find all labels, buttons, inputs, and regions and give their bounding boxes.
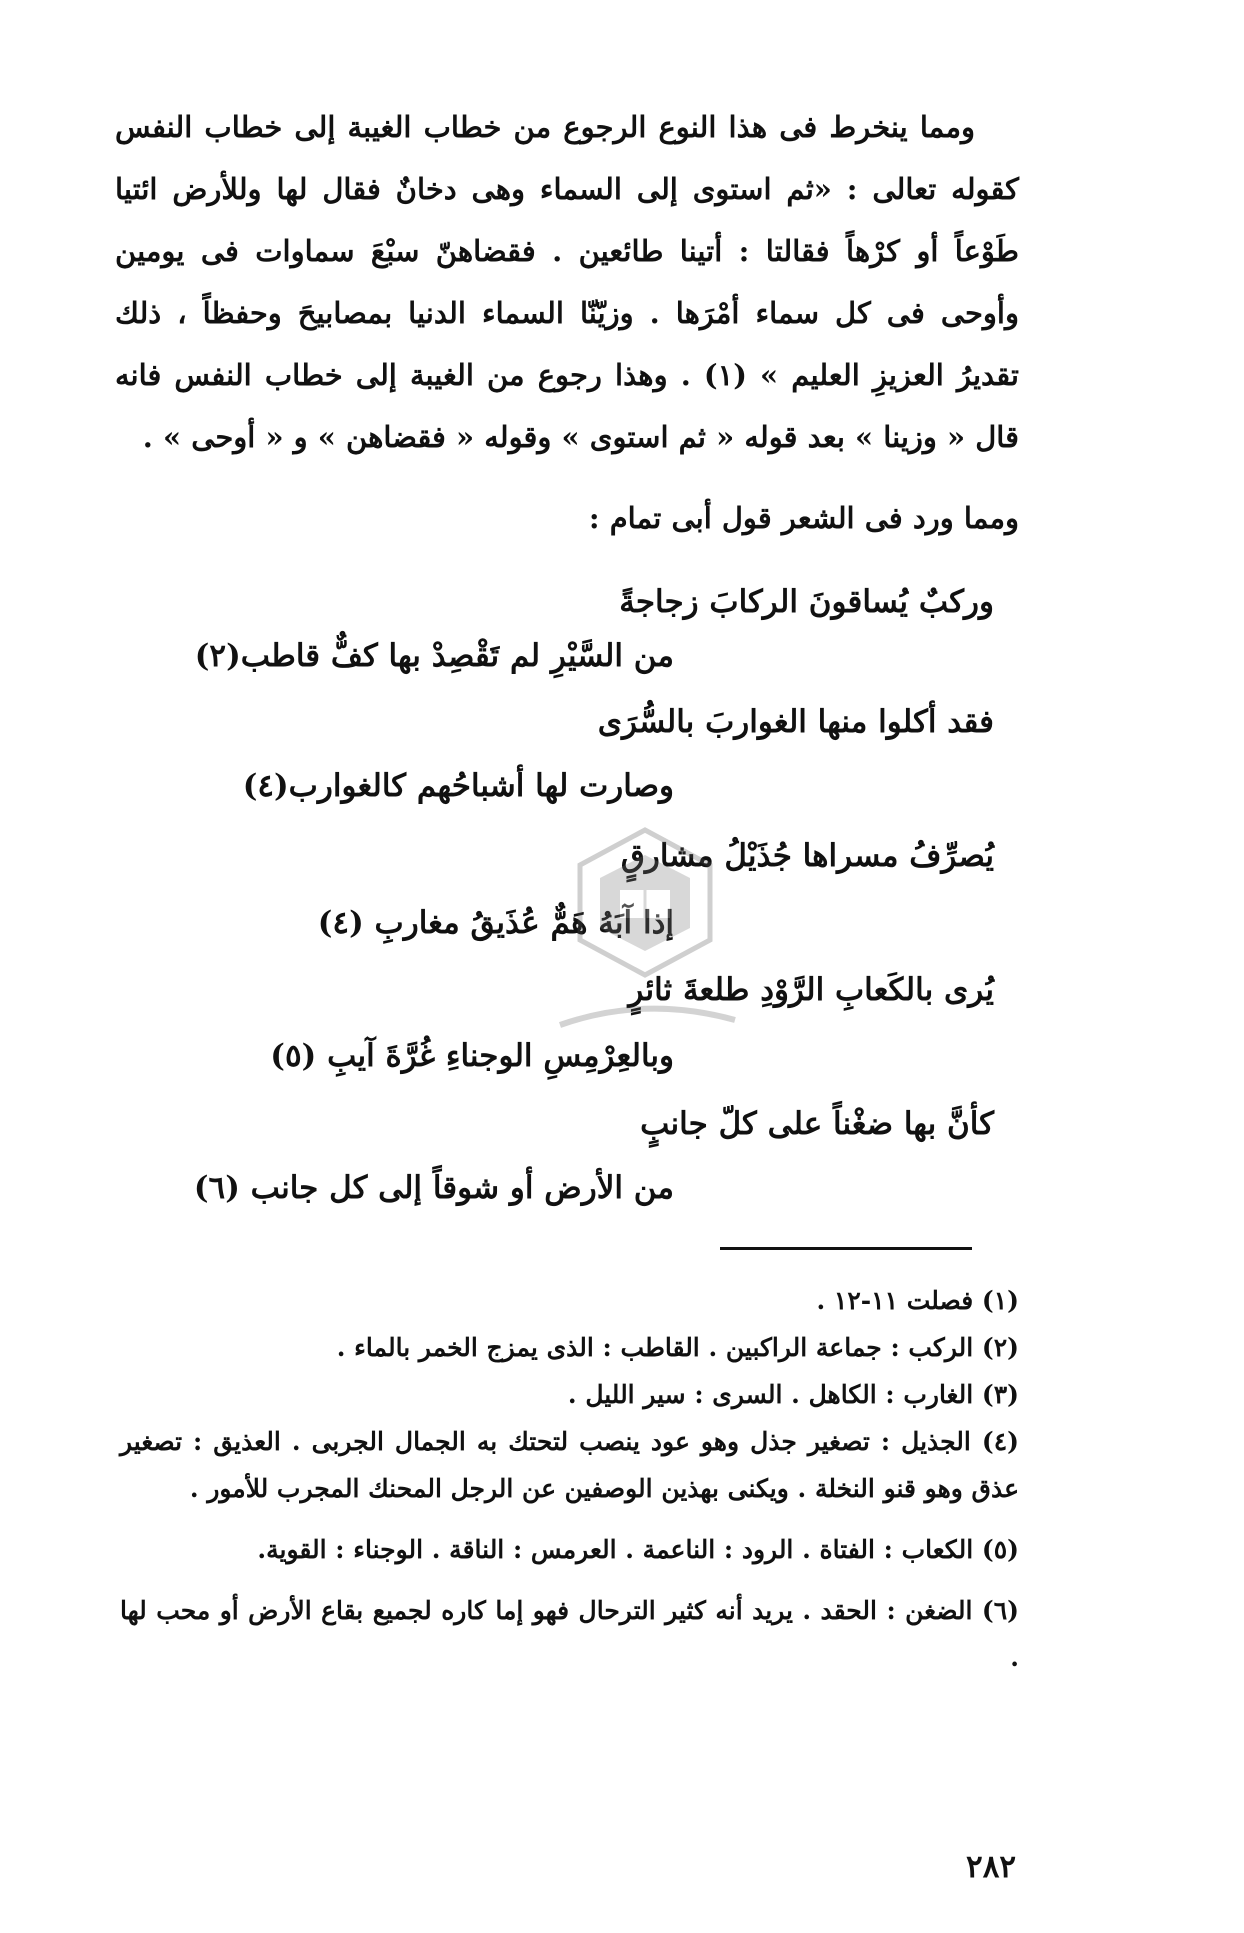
verse-line: يُصرِّفُ مسراها جُذَيْلُ مشارقٍ	[620, 838, 994, 874]
page-number: ٢٨٢	[966, 1849, 1016, 1885]
footnote: (٦) الضغن : الحقد . يريد أنه كثير الترحال فهو إما كاره لجميع بقاع الأرض أو محب لها .	[120, 1596, 1019, 1672]
poem-intro: ومما ورد فى الشعر قول أبى تمام :	[588, 501, 1019, 535]
verse-line: وركبٌ يُساقونَ الركابَ زجاجةً	[619, 584, 994, 620]
watermark-seal	[540, 820, 750, 1050]
footnote: (٥) الكعاب : الفتاة . الرود : الناعمة . العرمس : الناقة . الوجناء : القوية.	[257, 1535, 1019, 1564]
footnote-separator	[720, 1247, 972, 1250]
verse-line: كأنَّ بها ضغْناً على كلّ جانبٍ	[640, 1106, 994, 1142]
footnote: (٣) الغارب : الكاهل . السرى : سير الليل .	[567, 1380, 1019, 1409]
verse-line: وصارت لها أشباحُهم كالغوارب(٤)	[242, 768, 674, 804]
verse-line: فقد أكلوا منها الغواربَ بالسُّرَى	[597, 704, 994, 740]
footnote: (٤) الجذيل : تصغير جذل وهو عود ينصب لتحتك به الجمال الجربى . العذيق : تصغير عذق وهو قنو النخلة . ويكنى بهذين الوصفين عن الرجل المحنك المجرب للأمور .	[120, 1427, 1019, 1503]
verse-line: وبالعِرْمِسِ الوجناءِ غُرَّةَ آيبِ (٥)	[270, 1038, 674, 1074]
footnote: (١) فصلت ١١-١٢ .	[816, 1286, 1019, 1315]
verse-line: من الأرض أو شوقاً إلى كل جانب (٦)	[193, 1170, 674, 1206]
footnote: (٢) الركب : جماعة الراكبين . القاطب : الذى يمزج الخمر بالماء .	[336, 1333, 1019, 1362]
prose-paragraph: ومما ينخرط فى هذا النوع الرجوع من خطاب الغيبة إلى خطاب النفس كقوله تعالى : «ثم استوى إلى السماء وهى دخانٌ فقال لها وللأرض ائتيا طَوْعاً أو كرْهاً فقالتا : أتينا طائعين . فقضاهنّ سبْعَ سماوات فى يومين وأوحى فى كل سماء أمْرَها . وزيّنّا السماء الدنيا بمصابيحَ وحفظاً ، ذلك تقديرُ العزيزِ العليم » (١) . وهذا رجوع من الغيبة إلى خطاب النفس فانه قال « وزينا » بعد قوله « ثم استوى » وقوله « فقضاهن » و « أوحى » .	[115, 110, 1019, 454]
main-prose	[115, 96, 1019, 468]
verse-line: يُرى بالكَعابِ الرَّوْدِ طلعةَ ثائرٍ	[628, 972, 994, 1008]
footnotes	[120, 1277, 1019, 1681]
verse-line: من السَّيْرِ لم تَقْصِدْ بها كفٌّ قاطب(٢)	[194, 638, 674, 674]
verse-line: إذا آبَهُ هَمٌّ عُذَيقُ مغاربِ (٤)	[317, 905, 674, 941]
